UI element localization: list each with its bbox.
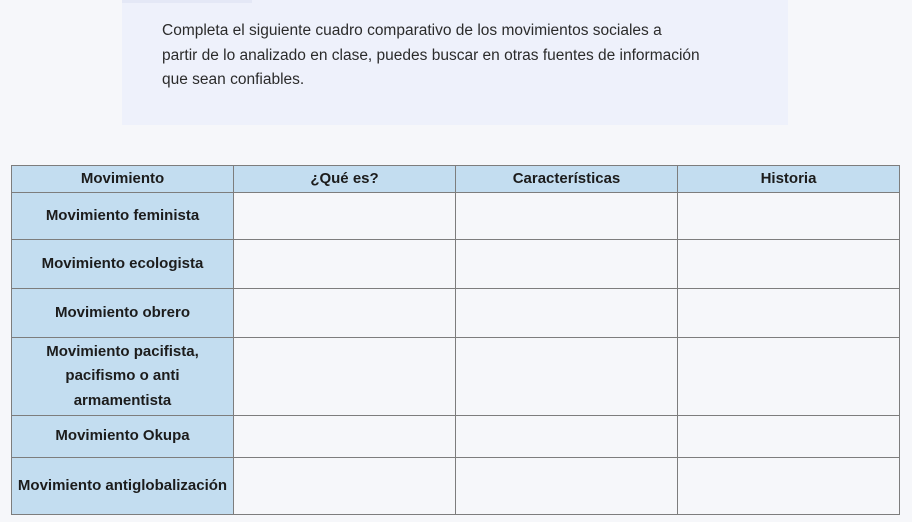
cell-caracteristicas[interactable]	[456, 338, 678, 416]
row-label-obrero: Movimiento obrero	[12, 289, 234, 338]
cell-historia[interactable]	[678, 416, 900, 458]
cell-caracteristicas[interactable]	[456, 289, 678, 338]
instruction-line-2: partir de lo analizado en clase, puedes buscar en otras fuentes de información	[162, 46, 700, 64]
table-row	[12, 458, 900, 515]
instruction-line-3: que sean confiables.	[162, 71, 305, 88]
row-label-line: Movimiento pacifista,	[46, 342, 199, 360]
cell-que-es[interactable]	[234, 289, 456, 338]
table-row	[12, 338, 900, 416]
cell-que-es[interactable]	[234, 458, 456, 515]
instruction-line-1: Completa el siguiente cuadro comparativo de los movimientos sociales a	[162, 22, 662, 39]
table-row	[12, 289, 900, 338]
cell-que-es[interactable]	[234, 338, 456, 416]
cell-historia[interactable]	[678, 458, 900, 515]
cell-caracteristicas[interactable]	[456, 240, 678, 289]
cell-que-es[interactable]	[234, 240, 456, 289]
table-header-row	[12, 166, 900, 193]
cell-historia[interactable]	[678, 289, 900, 338]
header-caracteristicas: Características	[456, 166, 678, 193]
table-row	[12, 193, 900, 240]
cell-caracteristicas[interactable]	[456, 458, 678, 515]
cell-caracteristicas[interactable]	[456, 416, 678, 458]
row-label-antiglobalizacion: Movimiento antiglobalización	[12, 458, 234, 515]
table-row	[12, 416, 900, 458]
row-label-feminista: Movimiento feminista	[12, 193, 234, 240]
table-row	[12, 240, 900, 289]
header-historia: Historia	[678, 166, 900, 193]
cell-historia[interactable]	[678, 240, 900, 289]
row-label-okupa: Movimiento Okupa	[12, 416, 234, 458]
row-label-ecologista: Movimiento ecologista	[12, 240, 234, 289]
cell-que-es[interactable]	[234, 416, 456, 458]
cell-que-es[interactable]	[234, 193, 456, 240]
cell-historia[interactable]	[678, 193, 900, 240]
cell-historia[interactable]	[678, 338, 900, 416]
row-label-line: armamentista	[73, 391, 172, 409]
cell-caracteristicas[interactable]	[456, 193, 678, 240]
comparison-table	[11, 165, 900, 515]
row-label-pacifista	[12, 338, 234, 416]
instruction-card	[122, 0, 788, 125]
header-movimiento: Movimiento	[12, 166, 234, 193]
instruction-text	[162, 19, 748, 93]
row-label-line: pacifismo o anti	[65, 367, 180, 385]
header-que-es: ¿Qué es?	[234, 166, 456, 193]
card-top-tab	[122, 0, 252, 3]
